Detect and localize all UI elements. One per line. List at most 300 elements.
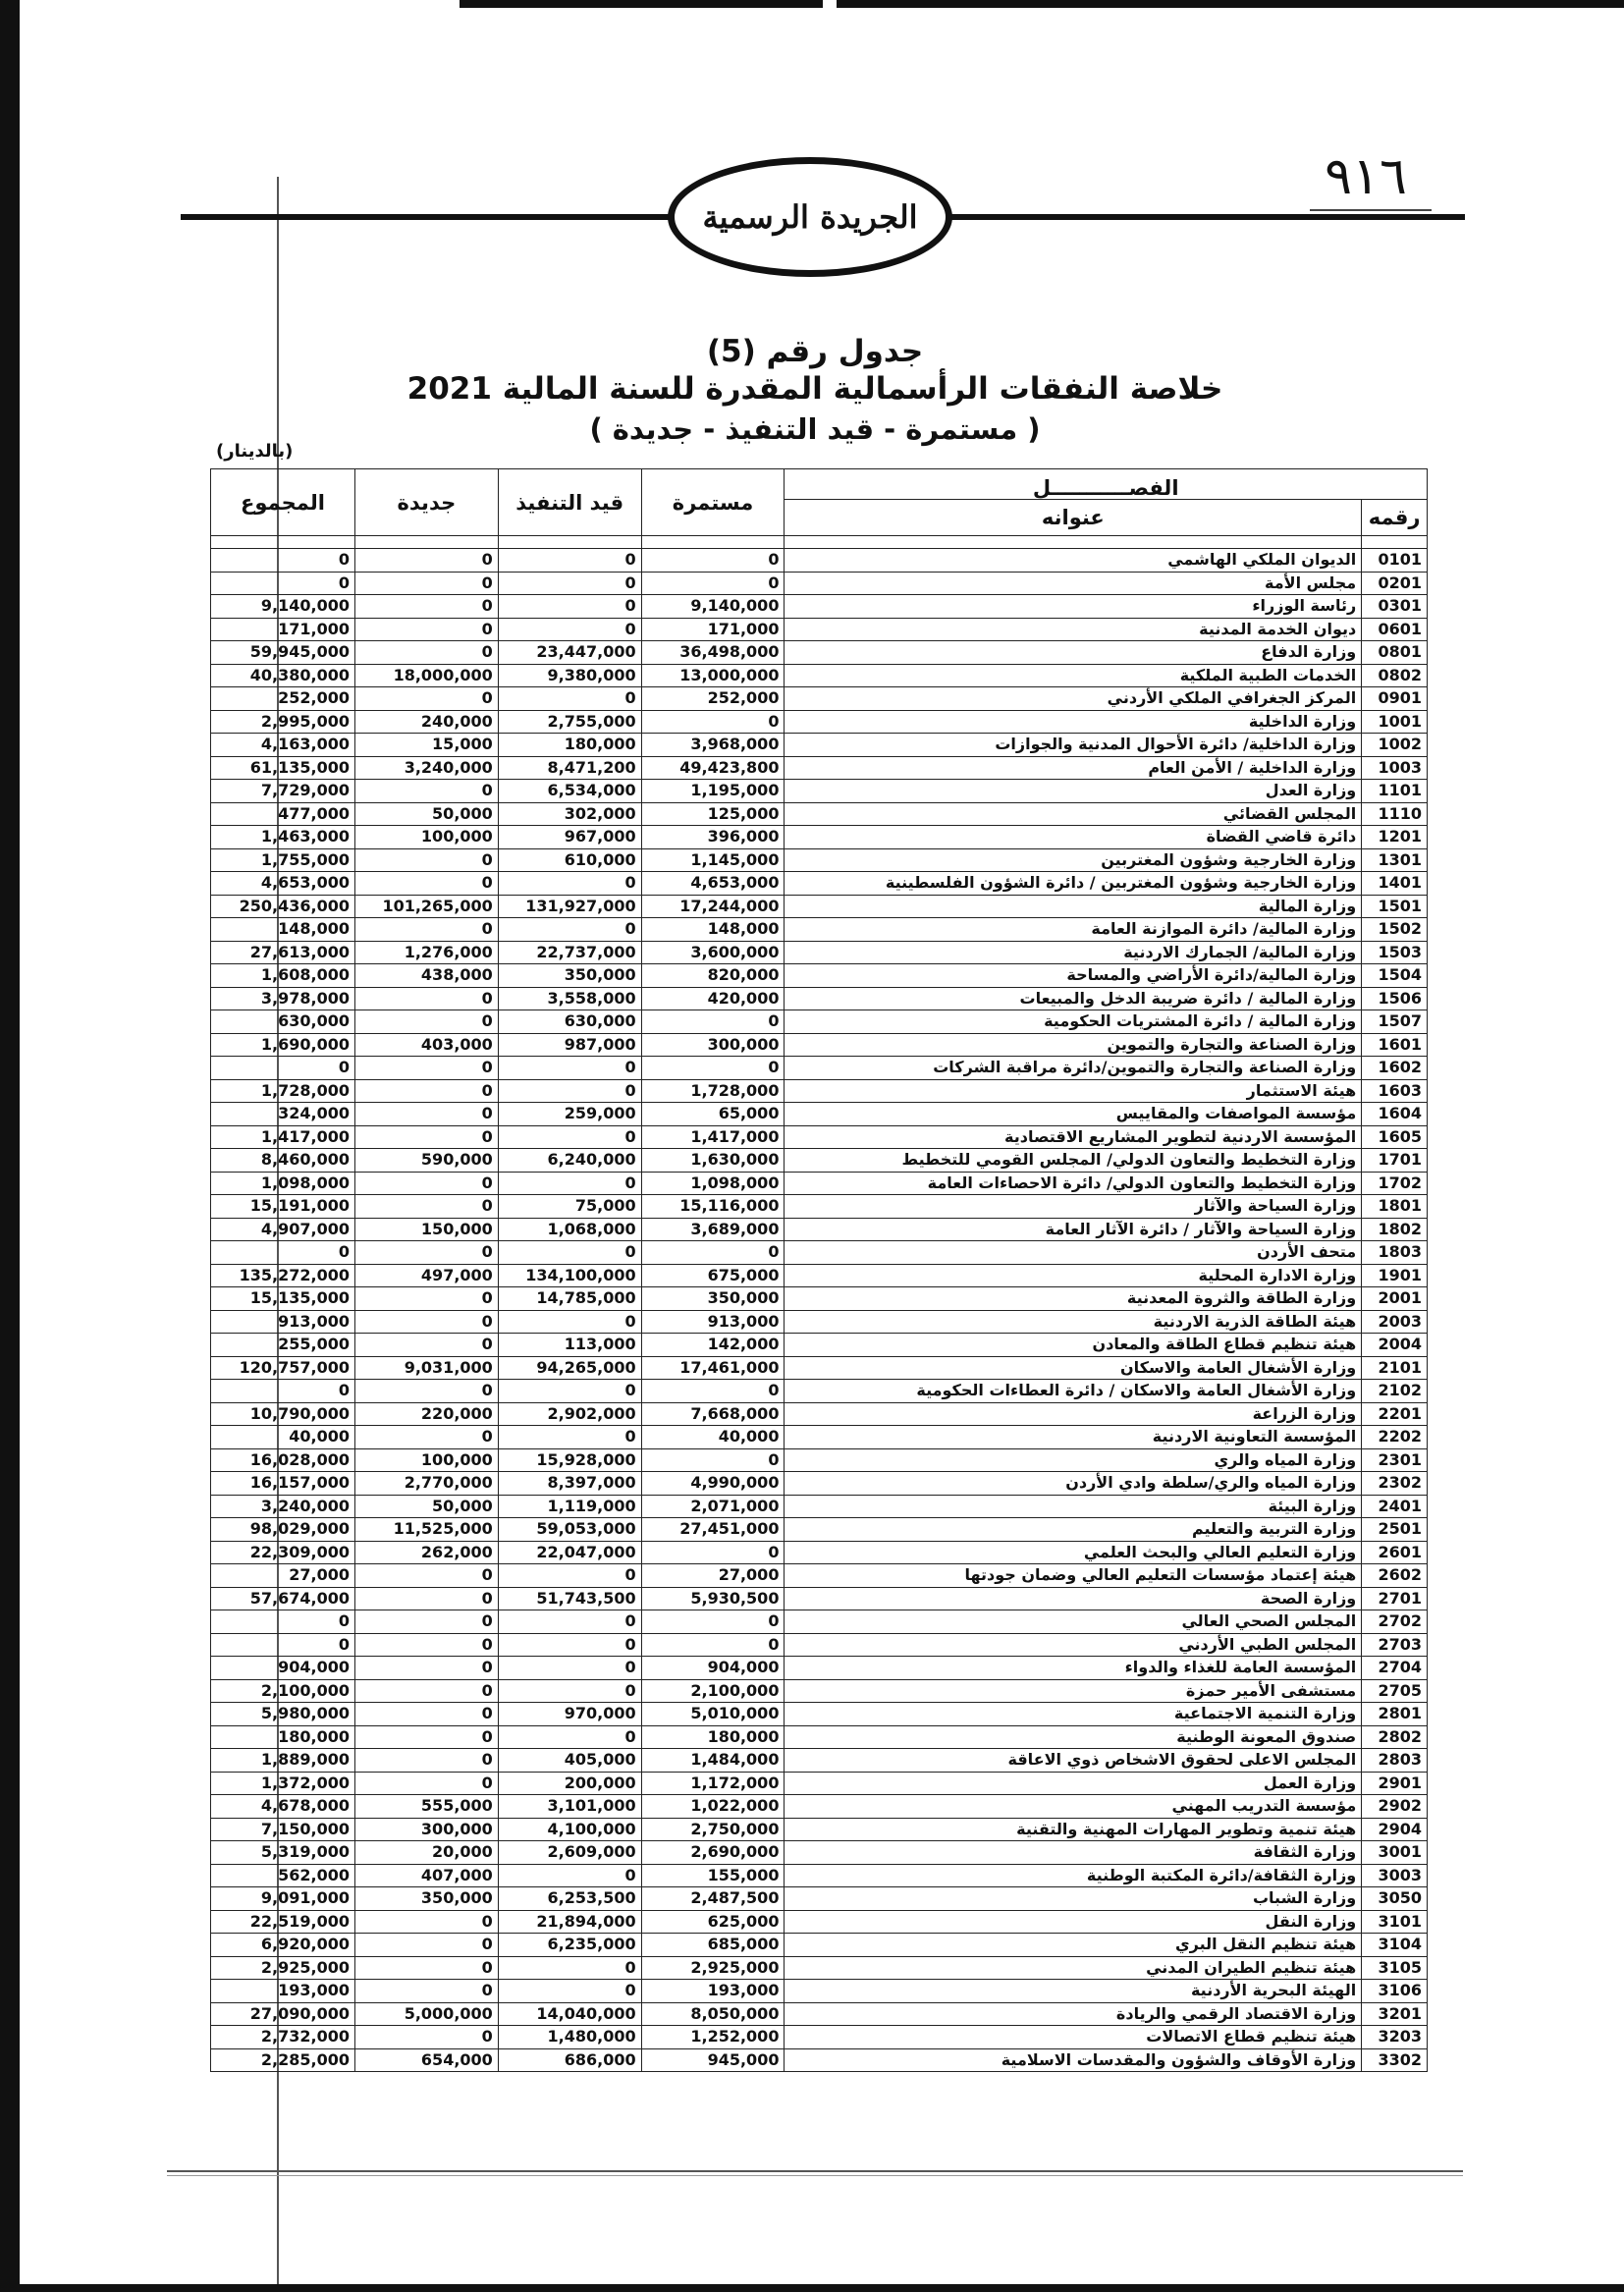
row-total: 250,436,000 [211,895,355,918]
row-total: 5,319,000 [211,1841,355,1865]
row-new: 0 [354,1956,498,1980]
table-row [211,1103,1428,1126]
row-in-progress: 6,253,500 [498,1887,641,1911]
row-ongoing: 2,100,000 [641,1679,785,1703]
row-total: 4,678,000 [211,1795,355,1819]
table-row [211,1495,1428,1518]
row-name: وزارة الثقافة [785,1841,1362,1865]
row-ongoing: 0 [641,1610,785,1634]
row-total: 0 [211,1610,355,1634]
row-name: وزارة الاقتصاد الرقمي والريادة [785,2002,1362,2026]
table-row [211,1749,1428,1773]
row-name: هيئة تنمية وتطوير المهارات المهنية والتقنية [785,1818,1362,1841]
row-in-progress: 21,894,000 [498,1910,641,1934]
row-total: 0 [211,572,355,595]
row-code: 2001 [1362,1287,1428,1311]
row-in-progress: 259,000 [498,1103,641,1126]
row-in-progress: 0 [498,1125,641,1149]
table-row [211,1956,1428,1980]
row-total: 0 [211,549,355,573]
row-new: 240,000 [354,710,498,734]
row-code: 1110 [1362,802,1428,826]
row-total: 27,613,000 [211,941,355,964]
table-row [211,1241,1428,1265]
row-in-progress: 14,785,000 [498,1287,641,1311]
page-number-underline [1310,209,1432,211]
row-in-progress: 51,743,500 [498,1587,641,1610]
row-ongoing: 0 [641,1010,785,1034]
row-name: وزارة السياحة والآثار [785,1195,1362,1219]
row-in-progress: 0 [498,687,641,711]
row-name: وزارة النقل [785,1910,1362,1934]
row-total: 477,000 [211,802,355,826]
row-name: مؤسسة المواصفات والمقاييس [785,1103,1362,1126]
row-name: وزارة الصناعة والتجارة والتموين [785,1033,1362,1057]
row-total: 15,135,000 [211,1287,355,1311]
row-total: 0 [211,1380,355,1403]
row-name: وزارة الأشغال العامة والاسكان / دائرة العطاءات الحكومية [785,1380,1362,1403]
row-total: 6,920,000 [211,1934,355,1957]
table-row [211,1610,1428,1634]
row-code: 1603 [1362,1079,1428,1103]
row-code: 1502 [1362,918,1428,942]
row-name: وزارة الطاقة والثروة المعدنية [785,1287,1362,1311]
row-total: 22,309,000 [211,1541,355,1564]
row-total: 27,090,000 [211,2002,355,2026]
row-new: 0 [354,780,498,803]
row-ongoing: 15,116,000 [641,1195,785,1219]
row-new: 3,240,000 [354,756,498,780]
row-in-progress: 2,609,000 [498,1841,641,1865]
row-total: 4,907,000 [211,1218,355,1241]
row-total: 7,729,000 [211,780,355,803]
row-new: 0 [354,1587,498,1610]
row-code: 1501 [1362,895,1428,918]
table-row [211,1887,1428,1911]
table-row [211,618,1428,641]
scan-top-edge [837,0,1624,8]
table-row [211,918,1428,942]
row-total: 16,028,000 [211,1448,355,1472]
row-total: 4,163,000 [211,734,355,757]
header-new: جديدة [354,469,498,536]
row-in-progress: 350,000 [498,964,641,988]
row-in-progress: 131,927,000 [498,895,641,918]
row-in-progress: 405,000 [498,1749,641,1773]
table-row [211,1980,1428,2003]
row-ongoing: 1,022,000 [641,1795,785,1819]
row-new: 0 [354,1010,498,1034]
header-code: رقمه [1362,500,1428,536]
row-in-progress: 22,047,000 [498,1541,641,1564]
row-total: 1,098,000 [211,1172,355,1195]
row-new: 50,000 [354,1495,498,1518]
table-subtitle: خلاصة النفقات الرأسمالية المقدرة للسنة المالية 2021 [406,371,1223,407]
row-total: 59,945,000 [211,641,355,665]
row-code: 2704 [1362,1657,1428,1680]
row-name: وزارة التعليم العالي والبحث العلمي [785,1541,1362,1564]
row-in-progress: 0 [498,1172,641,1195]
row-ongoing: 5,010,000 [641,1703,785,1726]
table-title: جدول رقم (5) [706,334,924,369]
table-row [211,1402,1428,1426]
spacer-row [211,536,1428,549]
row-in-progress: 0 [498,1057,641,1080]
row-in-progress: 0 [498,1426,641,1449]
row-new: 2,770,000 [354,1472,498,1496]
row-code: 1301 [1362,848,1428,872]
row-ongoing: 3,689,000 [641,1218,785,1241]
row-code: 1803 [1362,1241,1428,1265]
row-code: 2802 [1362,1725,1428,1749]
row-ongoing: 1,195,000 [641,780,785,803]
row-total: 1,690,000 [211,1033,355,1057]
row-code: 1506 [1362,987,1428,1010]
row-in-progress: 6,240,000 [498,1149,641,1173]
row-ongoing: 125,000 [641,802,785,826]
table-row [211,1934,1428,1957]
row-total: 252,000 [211,687,355,711]
row-total: 0 [211,1057,355,1080]
row-in-progress: 0 [498,1380,641,1403]
row-ongoing: 913,000 [641,1310,785,1334]
row-total: 7,150,000 [211,1818,355,1841]
row-new: 0 [354,987,498,1010]
row-ongoing: 171,000 [641,618,785,641]
row-code: 2904 [1362,1818,1428,1841]
row-code: 2703 [1362,1633,1428,1657]
row-new: 0 [354,1679,498,1703]
row-ongoing: 1,252,000 [641,2026,785,2049]
table-row [211,964,1428,988]
row-in-progress: 200,000 [498,1772,641,1795]
row-in-progress: 59,053,000 [498,1518,641,1542]
row-name: المجلس الصحي العالي [785,1610,1362,1634]
row-total: 913,000 [211,1310,355,1334]
row-ongoing: 0 [641,1448,785,1472]
row-code: 1605 [1362,1125,1428,1149]
row-in-progress: 9,380,000 [498,664,641,687]
row-in-progress: 6,534,000 [498,780,641,803]
row-total: 2,732,000 [211,2026,355,2049]
row-new: 0 [354,1172,498,1195]
row-in-progress: 6,235,000 [498,1934,641,1957]
table-row [211,1633,1428,1657]
row-new: 350,000 [354,1887,498,1911]
row-total: 4,653,000 [211,872,355,896]
row-ongoing: 675,000 [641,1264,785,1287]
row-name: هيئة إعتماد مؤسسات التعليم العالي وضمان جودتها [785,1564,1362,1588]
row-ongoing: 4,990,000 [641,1472,785,1496]
row-total: 1,372,000 [211,1772,355,1795]
row-total: 40,380,000 [211,664,355,687]
row-new: 0 [354,549,498,573]
table-row [211,1010,1428,1034]
row-name: وزارة الصحة [785,1587,1362,1610]
row-in-progress: 630,000 [498,1010,641,1034]
row-total: 180,000 [211,1725,355,1749]
row-ongoing: 0 [641,1633,785,1657]
row-total: 3,240,000 [211,1495,355,1518]
row-name: ديوان الخدمة المدنية [785,618,1362,641]
row-total: 904,000 [211,1657,355,1680]
table-row [211,1195,1428,1219]
row-name: المؤسسة التعاونية الاردنية [785,1426,1362,1449]
row-name: وزارة التخطيط والتعاون الدولي/ دائرة الاحصاءات العامة [785,1172,1362,1195]
row-code: 0802 [1362,664,1428,687]
row-name: وزارة المالية/ الجمارك الاردنية [785,941,1362,964]
row-total: 562,000 [211,1864,355,1887]
row-in-progress: 0 [498,1610,641,1634]
row-name: مؤسسة التدريب المهني [785,1795,1362,1819]
row-total: 171,000 [211,618,355,641]
row-total: 9,140,000 [211,595,355,619]
row-total: 98,029,000 [211,1518,355,1542]
row-in-progress: 0 [498,918,641,942]
table-row [211,802,1428,826]
row-in-progress: 22,737,000 [498,941,641,964]
row-code: 2901 [1362,1772,1428,1795]
table-row [211,1172,1428,1195]
table-row [211,2048,1428,2072]
row-code: 1101 [1362,780,1428,803]
row-name: المؤسسة الاردنية لتطوير المشاريع الاقتصادية [785,1125,1362,1149]
gazette-title: الجريدة الرسمية [702,198,918,236]
table-row [211,687,1428,711]
table-row [211,1587,1428,1610]
table-row [211,664,1428,687]
row-name: وزارة العمل [785,1772,1362,1795]
row-ongoing: 4,653,000 [641,872,785,896]
row-code: 1602 [1362,1057,1428,1080]
table-row [211,1725,1428,1749]
table-row [211,1703,1428,1726]
row-ongoing: 0 [641,710,785,734]
row-code: 1507 [1362,1010,1428,1034]
row-in-progress: 0 [498,1310,641,1334]
row-ongoing: 155,000 [641,1864,785,1887]
row-code: 0801 [1362,641,1428,665]
row-in-progress: 23,447,000 [498,641,641,665]
table-row [211,1334,1428,1357]
row-new: 0 [354,1725,498,1749]
row-code: 2004 [1362,1334,1428,1357]
row-ongoing: 0 [641,1541,785,1564]
row-code: 3003 [1362,1864,1428,1887]
row-code: 2801 [1362,1703,1428,1726]
table-row [211,1218,1428,1241]
row-name: وزارة الادارة المحلية [785,1264,1362,1287]
row-new: 100,000 [354,826,498,849]
row-new: 0 [354,1633,498,1657]
row-total: 120,757,000 [211,1356,355,1380]
row-code: 1702 [1362,1172,1428,1195]
row-ongoing: 1,145,000 [641,848,785,872]
row-code: 1601 [1362,1033,1428,1057]
row-ongoing: 27,451,000 [641,1518,785,1542]
row-new: 0 [354,848,498,872]
row-code: 2101 [1362,1356,1428,1380]
row-name: هيئة تنظيم النقل البري [785,1934,1362,1957]
header-chapter: الفصـــــــــــل [785,469,1428,500]
row-in-progress: 0 [498,1956,641,1980]
row-new: 497,000 [354,1264,498,1287]
row-ongoing: 625,000 [641,1910,785,1934]
row-code: 2201 [1362,1402,1428,1426]
row-total: 57,674,000 [211,1587,355,1610]
row-new: 15,000 [354,734,498,757]
row-code: 2803 [1362,1749,1428,1773]
row-name: الهيئة البحرية الأردنية [785,1980,1362,2003]
row-code: 1401 [1362,872,1428,896]
row-name: وزارة الزراعة [785,1402,1362,1426]
row-ongoing: 7,668,000 [641,1402,785,1426]
row-name: وزارة الخارجية وشؤون المغتربين / دائرة الشؤون الفلسطينية [785,872,1362,896]
row-new: 0 [354,1934,498,1957]
row-name: هيئة الطاقة الذرية الاردنية [785,1310,1362,1334]
table-row [211,1541,1428,1564]
row-ongoing: 40,000 [641,1426,785,1449]
row-code: 2003 [1362,1310,1428,1334]
row-ongoing: 300,000 [641,1033,785,1057]
row-in-progress: 0 [498,872,641,896]
table-row [211,572,1428,595]
table-row [211,780,1428,803]
row-in-progress: 75,000 [498,1195,641,1219]
header-total: المجموع [211,469,355,536]
row-in-progress: 134,100,000 [498,1264,641,1287]
row-new: 0 [354,1287,498,1311]
row-total: 2,925,000 [211,1956,355,1980]
row-new: 0 [354,687,498,711]
row-ongoing: 9,140,000 [641,595,785,619]
row-name: هيئة تنظيم قطاع الطاقة والمعادن [785,1334,1362,1357]
row-in-progress: 0 [498,572,641,595]
row-new: 407,000 [354,1864,498,1887]
table-row [211,1125,1428,1149]
row-ongoing: 396,000 [641,826,785,849]
row-ongoing: 0 [641,1380,785,1403]
row-ongoing: 142,000 [641,1334,785,1357]
row-in-progress: 302,000 [498,802,641,826]
table-subtitle-types: ( مستمرة - قيد التنفيذ - جديدة ) [589,412,1041,446]
row-name: وزارة الصناعة والتجارة والتموين/دائرة مراقبة الشركات [785,1057,1362,1080]
row-total: 0 [211,1633,355,1657]
row-new: 20,000 [354,1841,498,1865]
row-ongoing: 1,417,000 [641,1125,785,1149]
row-total: 255,000 [211,1334,355,1357]
row-total: 16,157,000 [211,1472,355,1496]
row-total: 10,790,000 [211,1402,355,1426]
row-ongoing: 2,487,500 [641,1887,785,1911]
row-name: وزارة الشباب [785,1887,1362,1911]
row-name: المجلس القضائي [785,802,1362,826]
table-row [211,1564,1428,1588]
row-code: 1801 [1362,1195,1428,1219]
row-total: 1,889,000 [211,1749,355,1773]
row-in-progress: 0 [498,1725,641,1749]
row-new: 1,276,000 [354,941,498,964]
row-name: وزارة المالية/دائرة الأراضي والمساحة [785,964,1362,988]
table-row [211,2026,1428,2049]
row-in-progress: 0 [498,1241,641,1265]
header-ongoing: مستمرة [641,469,785,536]
row-total: 8,460,000 [211,1149,355,1173]
row-new: 0 [354,572,498,595]
row-in-progress: 0 [498,1079,641,1103]
table-row [211,941,1428,964]
row-ongoing: 820,000 [641,964,785,988]
row-total: 9,091,000 [211,1887,355,1911]
row-in-progress: 0 [498,595,641,619]
row-code: 2702 [1362,1610,1428,1634]
row-name: وزارة التخطيط والتعاون الدولي/ المجلس القومي للتخطيط [785,1149,1362,1173]
row-ongoing: 252,000 [641,687,785,711]
row-code: 3001 [1362,1841,1428,1865]
row-ongoing: 148,000 [641,918,785,942]
row-ongoing: 350,000 [641,1287,785,1311]
footer-rule-thin [167,2175,1463,2176]
row-code: 1201 [1362,826,1428,849]
row-new: 438,000 [354,964,498,988]
row-name: الخدمات الطبية الملكية [785,664,1362,687]
row-name: وزارة المالية / دائرة ضريبة الدخل والمبيعات [785,987,1362,1010]
row-name: وزارة التنمية الاجتماعية [785,1703,1362,1726]
row-total: 1,417,000 [211,1125,355,1149]
row-name: وزارة البيئة [785,1495,1362,1518]
row-code: 1802 [1362,1218,1428,1241]
row-name: وزارة الداخلية / الأمن العام [785,756,1362,780]
row-in-progress: 0 [498,1657,641,1680]
row-new: 0 [354,641,498,665]
row-new: 0 [354,872,498,896]
table-row [211,1910,1428,1934]
row-name: وزارة السياحة والآثار / دائرة الآثار العامة [785,1218,1362,1241]
row-ongoing: 5,930,500 [641,1587,785,1610]
row-in-progress: 14,040,000 [498,2002,641,2026]
row-code: 2102 [1362,1380,1428,1403]
row-code: 3050 [1362,1887,1428,1911]
row-ongoing: 2,750,000 [641,1818,785,1841]
row-in-progress: 967,000 [498,826,641,849]
row-total: 630,000 [211,1010,355,1034]
row-in-progress: 1,480,000 [498,2026,641,2049]
row-new: 50,000 [354,802,498,826]
row-ongoing: 1,098,000 [641,1172,785,1195]
row-ongoing: 8,050,000 [641,2002,785,2026]
row-new: 11,525,000 [354,1518,498,1542]
row-name: هيئة الاستثمار [785,1079,1362,1103]
header-rule-right [945,214,1465,220]
row-name: دائرة قاضي القضاة [785,826,1362,849]
table-row [211,595,1428,619]
row-code: 1504 [1362,964,1428,988]
row-code: 1503 [1362,941,1428,964]
row-total: 2,995,000 [211,710,355,734]
header-rule-left [181,214,672,220]
row-ongoing: 17,244,000 [641,895,785,918]
row-code: 2401 [1362,1495,1428,1518]
row-code: 0101 [1362,549,1428,573]
row-name: وزارة المياه والري/سلطة وادي الأردن [785,1472,1362,1496]
row-code: 1001 [1362,710,1428,734]
row-name: مستشفى الأمير حمزة [785,1679,1362,1703]
row-in-progress: 15,928,000 [498,1448,641,1472]
table-row [211,1657,1428,1680]
row-name: وزارة الأشغال العامة والاسكان [785,1356,1362,1380]
row-ongoing: 2,925,000 [641,1956,785,1980]
row-total: 1,728,000 [211,1079,355,1103]
